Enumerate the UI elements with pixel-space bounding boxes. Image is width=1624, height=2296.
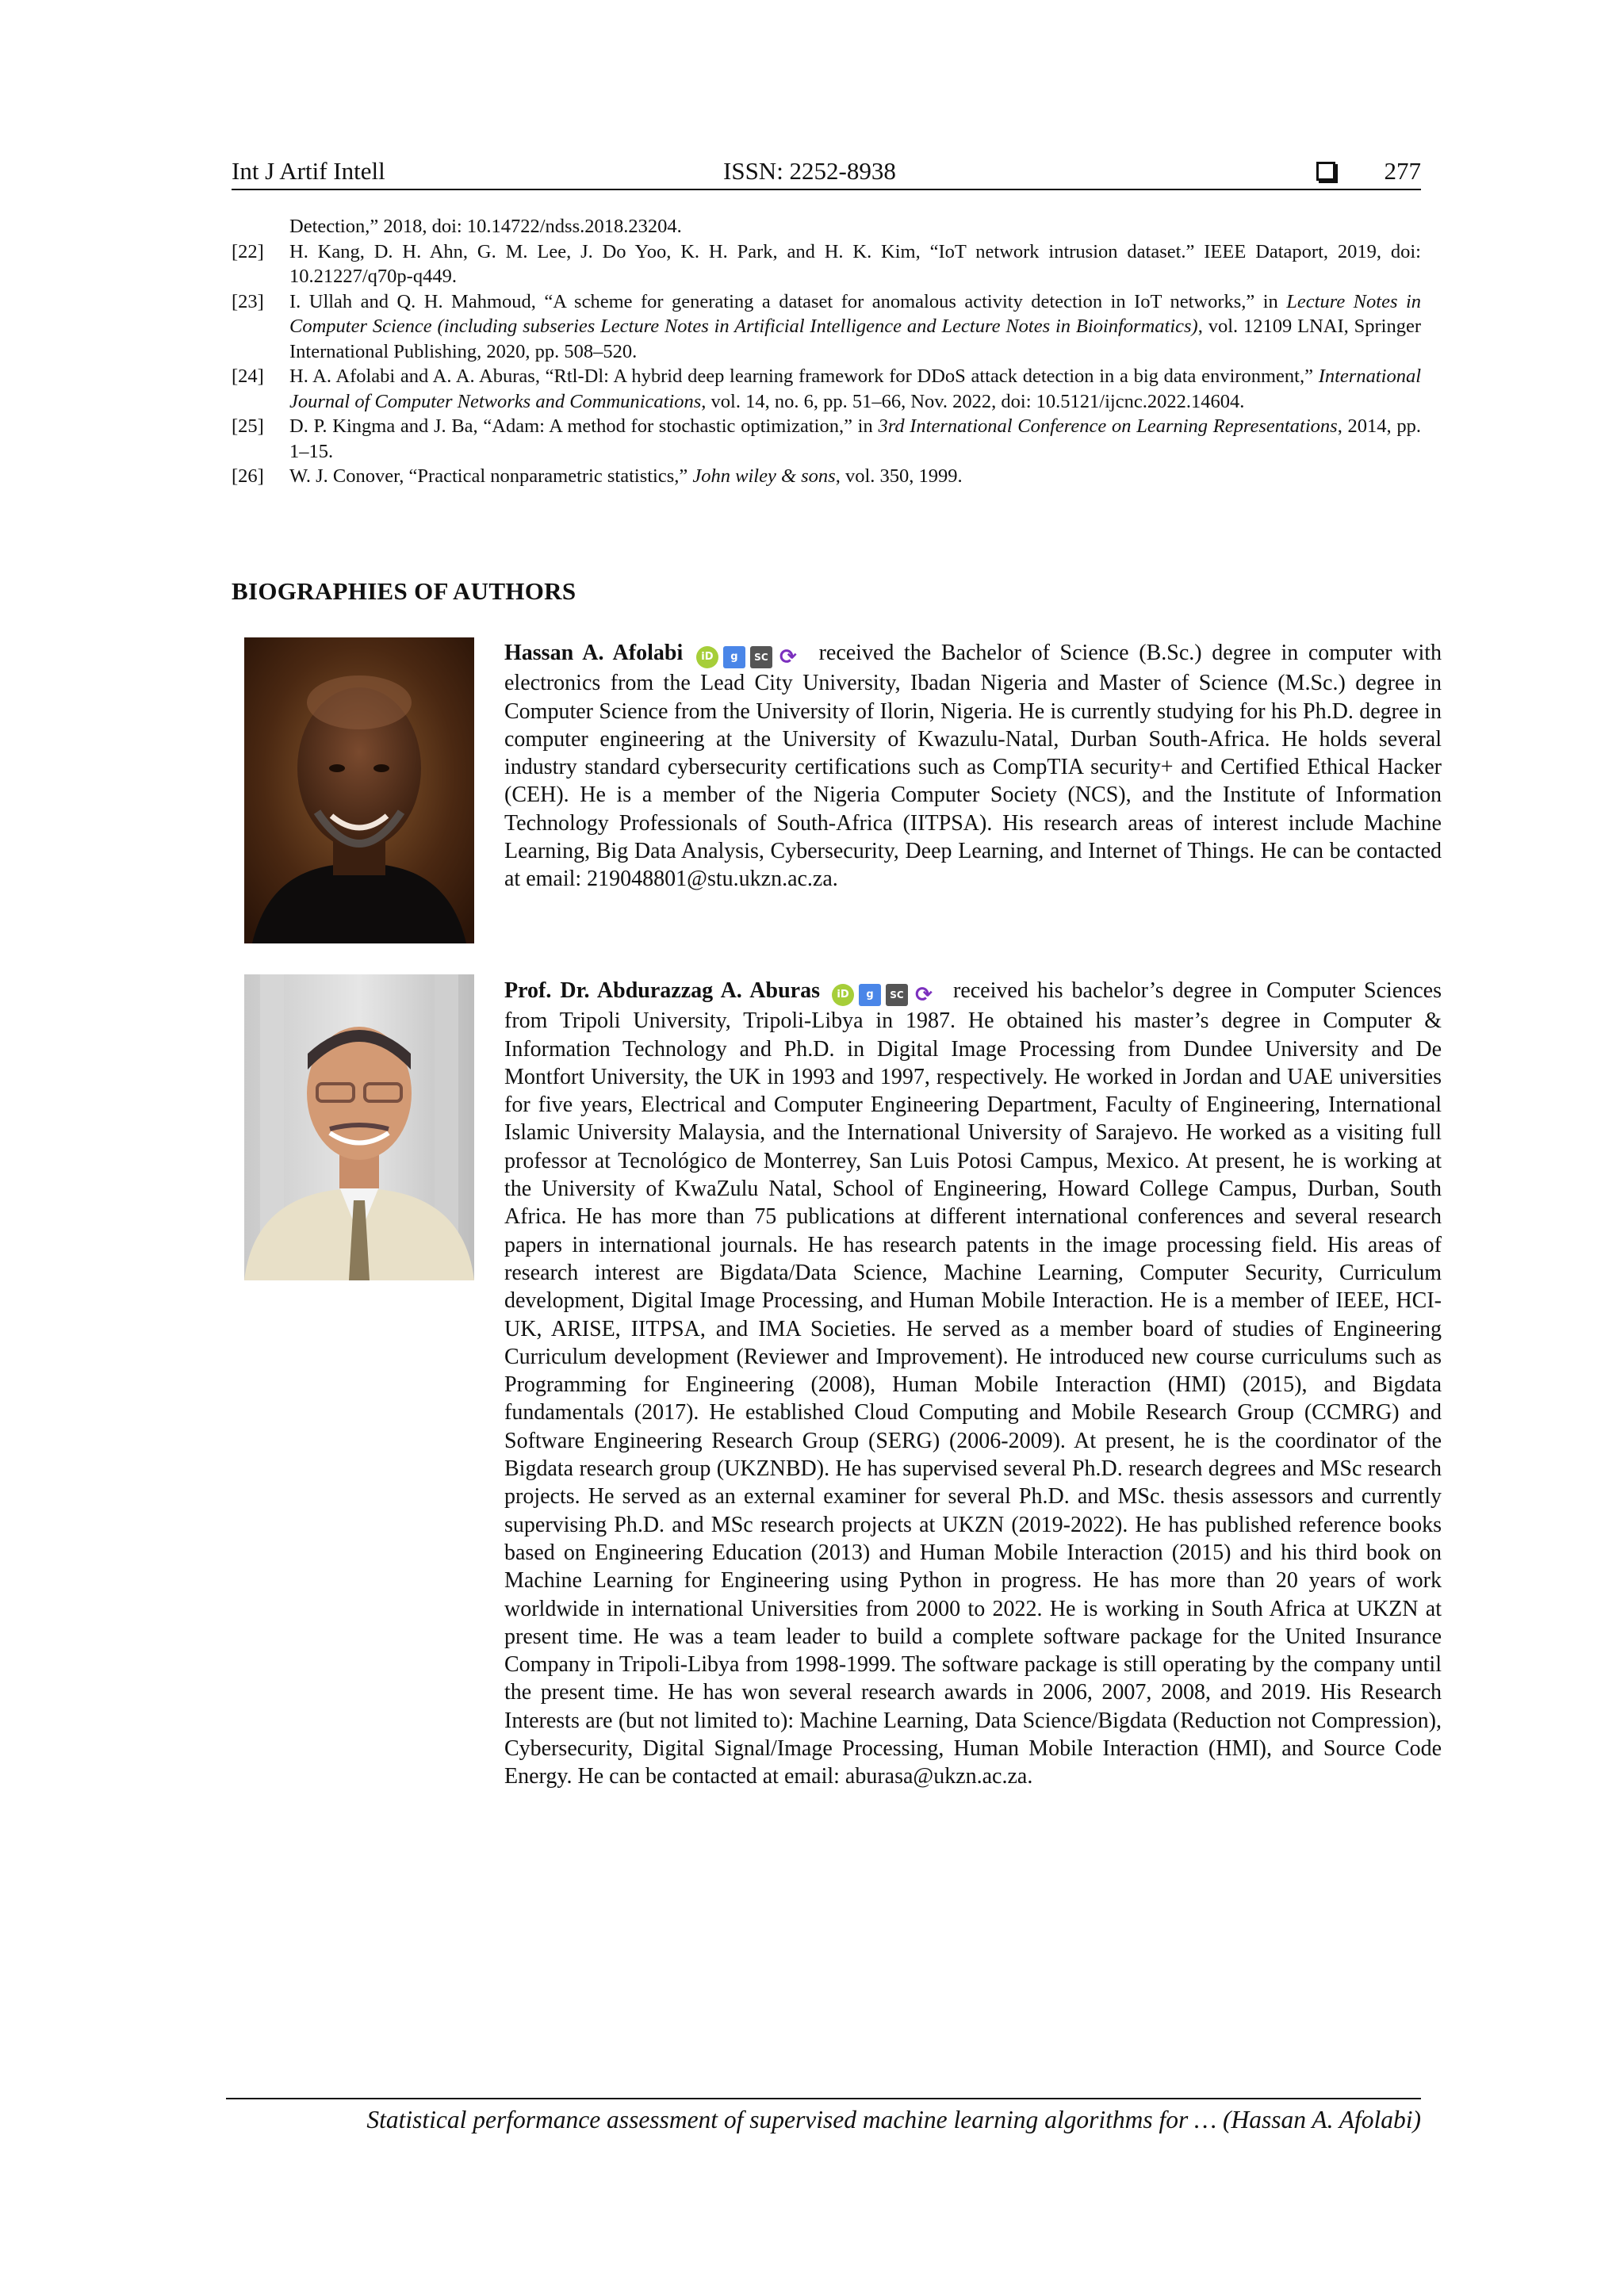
scopus-icon[interactable]: SC <box>750 646 772 668</box>
author-photo-aburas <box>244 974 474 1280</box>
reference-item <box>232 464 1421 489</box>
portrait-afolabi-image <box>244 637 474 943</box>
reference-text: , vol. 350, 1999. <box>835 465 963 487</box>
author-name: Prof. Dr. Abdurazzag A. Aburas <box>504 978 820 1003</box>
reference-number: [25] <box>232 415 264 437</box>
google-scholar-icon[interactable]: g <box>859 984 881 1006</box>
reference-venue: International Journal of Computer Networks and Communications <box>289 365 1421 412</box>
reference-text: I. Ullah and Q. H. Mahmoud, “A scheme for generating a dataset for anomalous activity detection in IoT networks,” in <box>289 290 1287 312</box>
reference-text: , 2014, pp. 1–15. <box>289 415 1421 462</box>
journal-name: Int J Artif Intell <box>232 157 385 185</box>
issn: ISSN: 2252-8938 <box>723 157 896 185</box>
reference-venue: John wiley & sons <box>692 465 836 487</box>
reference-venue: Lecture Notes in Computer Science (including subseries Lecture Notes in Artificial Intelligence and Lecture Notes in Bioinformatics) <box>289 290 1422 337</box>
reference-number: [24] <box>232 365 264 387</box>
author-name: Hassan A. Afolabi <box>504 641 684 665</box>
reference-item <box>232 414 1421 464</box>
reference-text: H. A. Afolabi and A. A. Aburas, “Rtl-Dl: A hybrid deep learning framework for DDoS attack detection in a big data environment,” <box>289 365 1319 387</box>
header-rule <box>232 189 1421 190</box>
portrait-aburas-image <box>244 974 474 1280</box>
bio-aburas <box>504 977 1442 1791</box>
section-title: BIOGRAPHIES OF AUTHORS <box>232 577 576 605</box>
footer-rule <box>226 2098 1421 2099</box>
reference-item <box>232 289 1421 365</box>
bio-afolabi <box>504 639 1442 894</box>
checkbox-square-icon <box>1316 162 1335 181</box>
scopus-icon[interactable]: SC <box>886 984 908 1006</box>
bio-body: received the Bachelor of Science (B.Sc.) degree in computer with electronics from the Lead City University, Ibadan Nigeria and Master of Science (M.Sc.) degree in Computer Science from the University of Ilorin, Nigeria. He is currently studying for his Ph.D. degree in computer engineering at the University of Kwazulu-Natal, Durban South-Africa. He holds several industry standard cybersecurity certifications such as CompTIA security+ and Certified Ethical Hacker (CEH). He is a member of the Nigeria Computer Society (NCS), and the Institute of Information Technology Professionals of South-Africa (IITPSA). His research areas of interest include Machine Learning, Big Data Analysis, Cybersecurity, Deep Learning, and Internet of Things. He can be contacted at email: 219048801@stu.ukzn.ac.za. <box>504 641 1442 892</box>
reference-list <box>232 214 1421 489</box>
reference-text: , vol. 14, no. 6, pp. 51–66, Nov. 2022, doi: 10.5121/ijcnc.2022.14604. <box>701 390 1245 412</box>
reference-number: [22] <box>232 240 264 262</box>
orcid-icon[interactable]: iD <box>832 984 854 1006</box>
reference-text: H. Kang, D. H. Ahn, G. M. Lee, J. Do Yoo, K. H. Park, and H. K. Kim, “IoT network intrusion dataset.” IEEE Dataport, 2019, doi: 10.21227/q70p-q449. <box>289 240 1421 287</box>
reference-item <box>232 364 1421 414</box>
profile-badges <box>696 641 804 669</box>
orcid-icon[interactable]: iD <box>696 646 718 668</box>
reference-text: Detection,” 2018, doi: 10.14722/ndss.2018.23204. <box>289 216 682 237</box>
reference-text: D. P. Kingma and J. Ba, “Adam: A method for stochastic optimization,” in <box>289 415 879 437</box>
reference-number: [23] <box>232 290 264 312</box>
running-header <box>232 155 1421 187</box>
author-photo-afolabi <box>244 637 474 943</box>
publons-icon[interactable]: ⟳ <box>779 645 797 669</box>
bio-body: received his bachelor’s degree in Computer Sciences from Tripoli University, Tripoli-Libya in 1987. He obtained his master’s degree in Computer & Information Technology and Ph.D. in Digital Image Processing from Dundee University and De Montfort University, the UK in 1993 and 1997, respectively. He worked in Jordan and UAE universities for five years, Electrical and Computer Engineering Department, Faculty of Engineering, International Islamic University Malaysia, and the International University of Sarajevo. He worked as a visiting full professor at Tecnológico de Monterrey, San Luis Potosi Campus, Mexico. At present, he is working at the University of KwaZulu Natal, School of Engineering, Howard College Campus, Durban, South Africa. He has more than 75 publications at different international conferences and several research papers in international journals. He has research patents in the image processing field. His areas of research interest are Bigdata/Data Science, Machine Learning, Computer Security, Curriculum development, Digital Image Processing, and Human Mobile Interaction. He is a member of IEEE, HCI-UK, ARISE, IITPSA, and IMA Societies. He served as a member board of studies of Engineering Curriculum development (Reviewer and Improvement). He introduced new course curriculums such as Programming for Engineering (2008), Human Mobile Interaction (HMI) (2015), and Bigdata fundamentals (2017). He established Cloud Computing and Mobile Research Group (CCMRG) and Software Engineering Research Group (SERG) (2006-2009). At present, he is the coordinator of the Bigdata research group (UKZNBD). He has supervised several Ph.D. research degrees and MSc research projects. He served as an external examiner for several Ph.D. and MSc. thesis assessors and currently supervising Ph.D. and MSc research projects at UKZN (2019-2022). He has published reference books based on Engineering Education (2013) and Human Mobile Interaction (2015) and his third book on Machine Learning for Engineering using Python in progress. He has more than 20 years of work worldwide in international Universities from 2000 to 2022. He is working in South Africa at UKZN at present time. He was a team leader to build a complete software package for the United Insurance Company in Tripoli-Libya from 1998-1999. The software package is still operating by the company until the present time. He has won several research awards in 2006, 2007, 2008, and 2019. His Research Interests are (but not limited to): Machine Learning, Data Science/Bigdata (Reduction not Compression), Cybersecurity, Digital Signal/Image Processing, Human Mobile Interaction (HMI), and Source Code Energy. He can be contacted at email: aburasa@ukzn.ac.za. <box>504 978 1442 1789</box>
reference-item <box>232 214 1421 239</box>
reference-venue: 3rd International Conference on Learning Representations <box>878 415 1338 437</box>
publons-icon[interactable]: ⟳ <box>915 982 933 1007</box>
reference-text: , vol. 12109 LNAI, Springer International Publishing, 2020, pp. 508–520. <box>289 316 1421 362</box>
reference-item <box>232 239 1421 289</box>
page-number: 277 <box>1384 157 1421 185</box>
profile-badges <box>832 979 940 1007</box>
reference-text: W. J. Conover, “Practical nonparametric statistics,” <box>289 465 693 487</box>
running-footer: Statistical performance assessment of supervised machine learning algorithms for … (Hassan A. Afolabi) <box>366 2106 1421 2133</box>
google-scholar-icon[interactable]: g <box>723 646 745 668</box>
reference-number: [26] <box>232 465 264 487</box>
